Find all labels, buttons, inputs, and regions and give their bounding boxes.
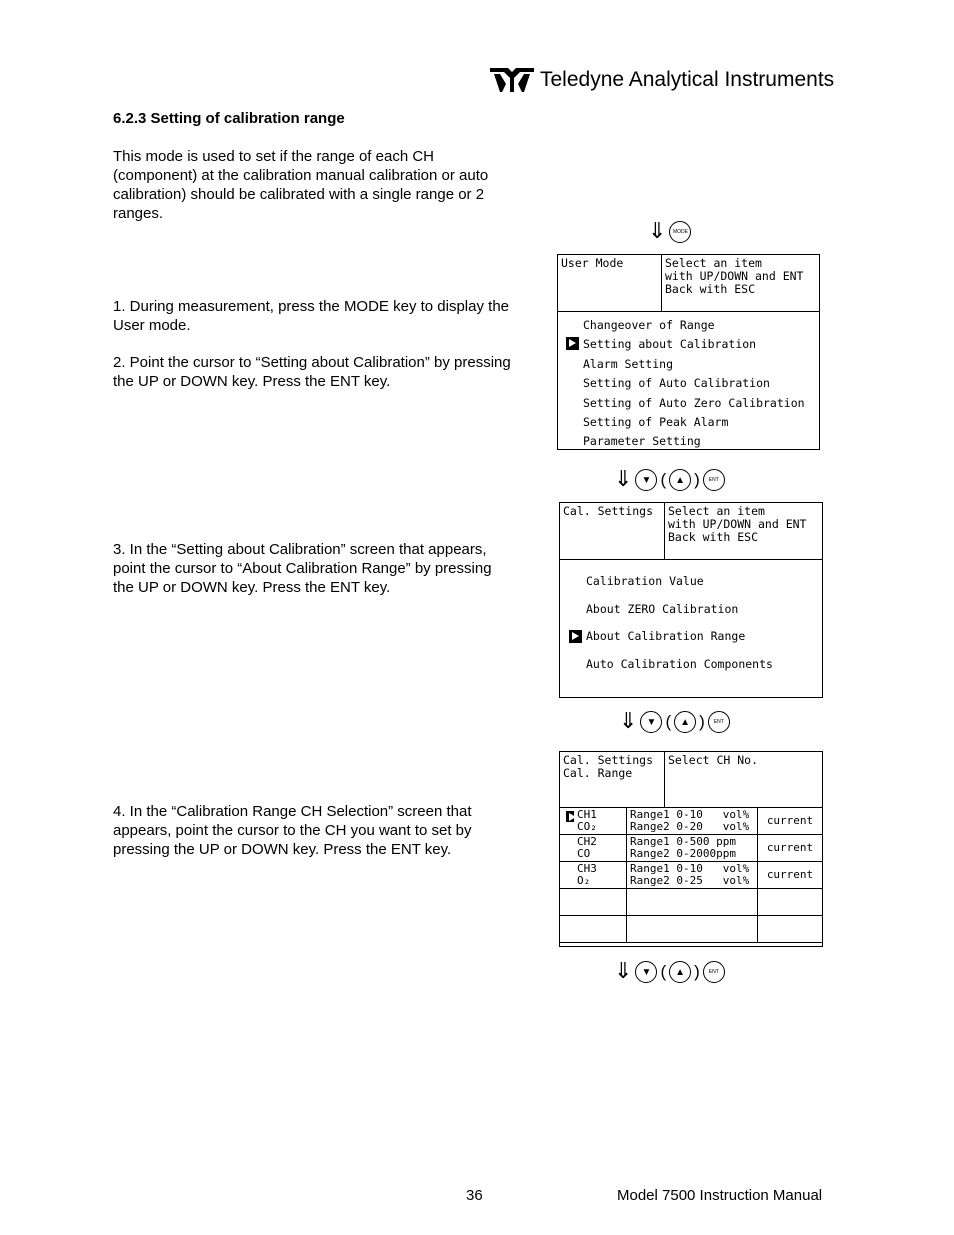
page-number: 36 — [466, 1187, 483, 1204]
open-paren: ( — [660, 962, 667, 981]
menu-item-parameter-setting[interactable]: Parameter Setting — [583, 434, 701, 448]
range-cell — [627, 862, 758, 889]
ch-label: CH3 — [577, 862, 597, 875]
ch-cell — [560, 808, 627, 835]
range-cell — [627, 835, 758, 862]
key-sequence-mode — [648, 221, 691, 243]
screen-header — [560, 503, 822, 560]
screen-title: User Mode — [561, 256, 624, 270]
intro-paragraph: This mode is used to set if the range of each CH (component) at the calibration manual calibration or auto calibration) should be calibrated with a single range or 2 ranges. — [113, 148, 489, 222]
step-4-text: 4. In the “Calibration Range CH Selection” screen that appears, point the cursor to the CH you want to set by pressing the UP or DOWN key. Press the ENT key. — [113, 803, 472, 858]
ch-table — [560, 807, 822, 943]
screen-help: Select CH No. — [664, 752, 761, 807]
ent-key-icon: ENT — [703, 469, 725, 491]
range-cell — [627, 808, 758, 835]
range2-text: Range2 0-25 vol% — [630, 874, 750, 887]
gas-label: CO₂ — [577, 820, 597, 833]
ent-key-icon: ENT — [708, 711, 730, 733]
menu-item-alarm-setting[interactable]: Alarm Setting — [583, 357, 674, 371]
close-paren: ) — [699, 712, 705, 731]
down-key-icon: ▼ — [635, 469, 657, 491]
up-key-icon: ▲ — [669, 961, 691, 983]
up-key-icon: ▲ — [674, 711, 696, 733]
ch-label: CH2 — [577, 835, 597, 848]
cal-range-ch-screen — [559, 751, 823, 947]
teledyne-logo-icon — [490, 66, 534, 94]
cal-settings-screen — [559, 502, 823, 698]
step-3-text: 3. In the “Setting about Calibration” screen that appears, point the cursor to “About Calibration Range” by pressing the UP or DOWN key. Press the ENT key. — [113, 541, 492, 596]
range1-text: Range1 0-10 vol% — [630, 808, 750, 821]
menu-item-changeover-of-range[interactable]: Changeover of Range — [583, 318, 715, 332]
section-title: 6.2.3 Setting of calibration range — [113, 110, 345, 127]
table-row[interactable] — [560, 808, 822, 835]
status-cell: current — [758, 808, 823, 835]
menu-item-about-zero-calibration[interactable]: About ZERO Calibration — [586, 602, 739, 616]
screen-header — [558, 255, 819, 312]
manual-title: Model 7500 Instruction Manual — [617, 1187, 823, 1204]
down-arrow-icon: ⇓ — [619, 709, 638, 734]
ch-label: CH1 — [577, 808, 597, 821]
key-sequence-down-up-ent — [614, 469, 725, 491]
menu-item-calibration-value[interactable]: Calibration Value — [586, 574, 704, 588]
open-paren: ( — [660, 470, 667, 489]
range2-text: Range2 0-2000ppm — [630, 847, 736, 860]
ch-cell — [560, 862, 627, 889]
screen-help: Select an item with UP/DOWN and ENT Back with ESC — [661, 255, 806, 311]
ch-cell — [560, 835, 627, 862]
ent-key-icon: ENT — [703, 961, 725, 983]
table-row[interactable] — [560, 835, 822, 862]
menu-item-auto-calibration-components[interactable]: Auto Calibration Components — [586, 657, 773, 671]
screen-title: Cal. Settings Cal. Range — [563, 753, 654, 780]
table-row-empty — [560, 889, 822, 916]
table-row-empty — [560, 916, 822, 943]
gas-label: CO — [577, 847, 591, 860]
down-arrow-icon: ⇓ — [614, 959, 633, 984]
brand-header — [490, 64, 834, 96]
status-cell: current — [758, 835, 823, 862]
range1-text: Range1 0-500 ppm — [630, 835, 736, 848]
close-paren: ) — [694, 470, 700, 489]
mode-key-icon: MODE — [669, 221, 691, 243]
step-2-text: 2. Point the cursor to “Setting about Calibration” by pressing the UP or DOWN key. Press the ENT key. — [113, 354, 511, 390]
screen-help: Select an item with UP/DOWN and ENT Back with ESC — [664, 503, 809, 559]
menu-item-about-calibration-range[interactable]: About Calibration Range — [586, 629, 746, 643]
menu-item-setting-of-peak-alarm[interactable]: Setting of Peak Alarm — [583, 415, 729, 429]
screen-title: Cal. Settings — [563, 504, 654, 518]
brand-name: Teledyne Analytical Instruments — [540, 68, 835, 91]
status-cell: current — [758, 862, 823, 889]
cursor-arrow-icon — [566, 811, 574, 822]
down-key-icon: ▼ — [640, 711, 662, 733]
down-arrow-icon: ⇓ — [648, 219, 667, 244]
open-paren: ( — [665, 712, 672, 731]
menu-item-setting-about-calibration[interactable]: Setting about Calibration — [583, 337, 757, 351]
down-key-icon: ▼ — [635, 961, 657, 983]
table-row[interactable] — [560, 862, 822, 889]
up-key-icon: ▲ — [669, 469, 691, 491]
range1-text: Range1 0-10 vol% — [630, 862, 750, 875]
cursor-arrow-icon — [569, 630, 582, 643]
menu-item-setting-of-auto-zero-calibration[interactable]: Setting of Auto Zero Calibration — [583, 396, 805, 410]
cursor-arrow-icon — [566, 337, 579, 350]
down-arrow-icon: ⇓ — [614, 467, 633, 492]
key-sequence-down-up-ent — [614, 961, 725, 983]
step-1-text: 1. During measurement, press the MODE key to display the User mode. — [113, 298, 510, 334]
range2-text: Range2 0-20 vol% — [630, 820, 750, 833]
key-sequence-down-up-ent — [619, 711, 730, 733]
screen-header — [560, 752, 822, 807]
user-mode-screen — [557, 254, 820, 450]
gas-label: O₂ — [577, 874, 591, 887]
menu-item-setting-of-auto-calibration[interactable]: Setting of Auto Calibration — [583, 376, 770, 390]
close-paren: ) — [694, 962, 700, 981]
